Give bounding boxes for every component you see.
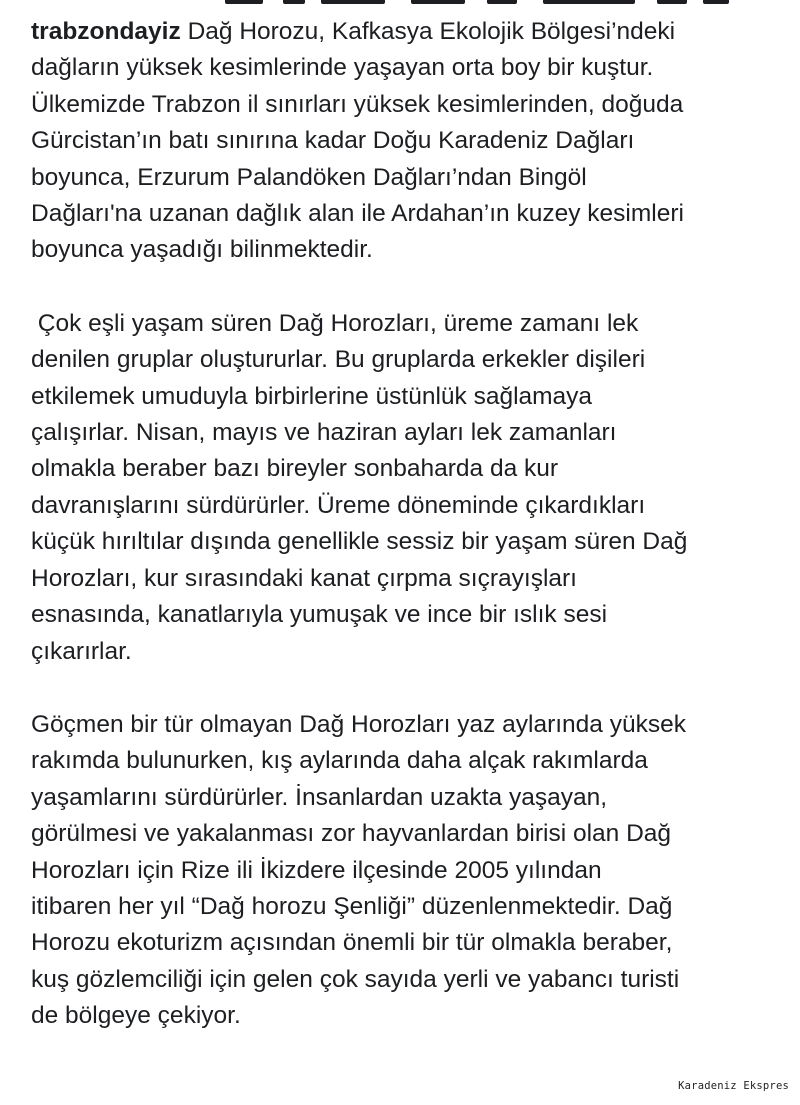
paragraph-3 — [31, 707, 791, 1035]
text-line — [31, 14, 791, 50]
text-line: etkilemek umuduyla birbirlerine üstünlük sağlamaya — [31, 382, 593, 410]
watermark: Karadeniz Ekspres — [678, 1080, 789, 1092]
text-line: görülmesi ve yakalanması zor hayvanlardan birisi olan Dağ — [31, 820, 672, 848]
paragraph-2 — [31, 306, 791, 670]
text-line: Ülkemizde Trabzon il sınırları yüksek kesimlerinden, doğuda — [31, 90, 684, 118]
text-line: Horozları, kur sırasındaki kanat çırpma sıçrayışları — [31, 564, 577, 592]
text-line: Dağları'na uzanan dağlık alan ile Ardahan’ın kuzey kesimleri — [31, 200, 684, 228]
text-line: dağların yüksek kesimlerinde yaşayan orta boy bir kuştur. — [31, 54, 654, 82]
text-line: kuş gözlemciliği için gelen çok sayıda yerli ve yabancı turisti — [31, 965, 680, 993]
text-line: Gürcistan’ın batı sınırına kadar Doğu Karadeniz Dağları — [31, 127, 635, 155]
text-line: Horozu ekoturizm açısından önemli bir tür olmakla beraber, — [31, 929, 673, 957]
text-line: denilen gruplar oluştururlar. Bu gruplarda erkekler dişileri — [31, 346, 646, 374]
text-line: boyunca yaşadığı bilinmektedir. — [31, 236, 373, 264]
text-line: küçük hırıltılar dışında genellikle sessiz bir yaşam süren Dağ — [31, 528, 688, 556]
paragraph-1 — [31, 14, 791, 269]
post-text — [31, 14, 791, 1035]
text-line: de bölgeye çekiyor. — [31, 1002, 241, 1030]
username-link[interactable]: trabzondayiz — [31, 18, 181, 45]
text-line: esnasında, kanatlarıyla yumuşak ve ince bir ıslık sesi — [31, 601, 608, 629]
text-line: boyunca, Erzurum Palandöken Dağları’ndan Bingöl — [31, 163, 587, 191]
text-line: davranışlarını sürdürürler. Üreme döneminde çıkardıkları — [31, 491, 646, 519]
text-line: Göçmen bir tür olmayan Dağ Horozları yaz aylarında yüksek — [31, 710, 686, 738]
text-line-content: Dağ Horozu, Kafkasya Ekolojik Bölgesi’ndeki — [187, 18, 676, 45]
text-line: rakımda bulunurken, kış aylarında daha alçak rakımlarda — [31, 747, 648, 775]
paragraph-gap — [31, 269, 791, 306]
text-line: itibaren her yıl “Dağ horozu Şenliği” düzenlenmektedir. Dağ — [31, 892, 673, 920]
text-line: çalışırlar. Nisan, mayıs ve haziran ayları lek zamanları — [31, 419, 617, 447]
text-line: Horozları için Rize ili İkizdere ilçesinde 2005 yılından — [31, 856, 602, 884]
previous-line-remnant — [225, 0, 730, 4]
text-line: olmakla beraber bazı bireyler sonbaharda da kur — [31, 455, 559, 483]
text-line: yaşamlarını sürdürürler. İnsanlardan uzakta yaşayan, — [31, 783, 608, 811]
text-line: Çok eşli yaşam süren Dağ Horozları, üreme zamanı lek — [31, 309, 639, 337]
text-line: çıkarırlar. — [31, 637, 132, 665]
paragraph-gap — [31, 670, 791, 707]
